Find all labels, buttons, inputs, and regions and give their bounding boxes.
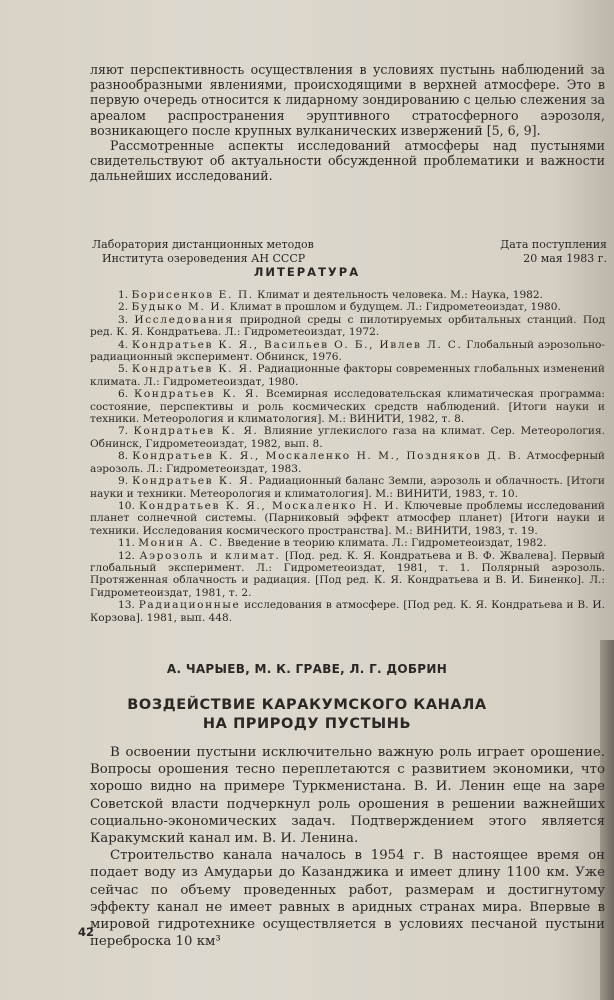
reference-item: 11. Монин А. С. Введение в теорию климата. Л.: Гидрометеоиздат, 1982. — [118, 537, 547, 550]
article-paragraph-2: Строительство канала началось в 1954 г. В настоящее время он подает воду из Амударьи до Казанджика и имеет длину 1100 км. Уже сейчас по объему проведенных работ, размерам и достигнутому эффекту канал не имеет равных в аридных странах мира. Впервые в мировой гидротехнике осуществляется в условиях песчаной пустыни переброска 10 км³ — [90, 848, 605, 950]
intro-paragraph-2: Рассмотренные аспекты исследований атмосферы над пустынями свидетельствуют об актуальности обсужденной проблематики и важности дальнейших исследований. — [90, 138, 605, 184]
article-body — [90, 744, 605, 950]
reference-item: 5. Кондратьев К. Я. Радиационные факторы современных глобальных изменений климата. Л.: Гидрометеоиздат, 1980. — [90, 363, 605, 388]
literature-heading: ЛИТЕРАТУРА — [253, 265, 361, 279]
reference-item: 3. Исследования природной среды с пилотируемых орбитальных станций. Под ред. К. Я. Кондратьева. Л.: Гидрометеоиздат, 1972. — [90, 313, 605, 339]
intro-paragraph-1: ляют перспективность осуществления в условиях пустынь наблюдений за разнообразными явлениями, происходящими в верхней атмосфере. Это в первую очередь относится к лидарному зондированию с целью слежения за ареалом распространения эруптивного стратосферного аэрозоля, возникающего после крупных вулканических извержений [5, 6, 9]. — [90, 62, 605, 138]
reference-item: 13. Радиационные исследования в атмосфере. [Под ред. К. Я. Кондратьева и В. И. Корзова]. 1981, вып. 448. — [90, 599, 605, 624]
article-title — [0, 696, 614, 734]
received-label: Дата поступления — [500, 238, 607, 251]
received-date: 20 мая 1983 г. — [523, 251, 607, 265]
reference-item: 10. Кондратьев К. Я., Москаленко Н. И. Ключевые проблемы исследований планет солнечной системы. (Парниковый эффект атмосфер планет) [Итоги науки и техники. Исследования космического пространства]. М.: ВИНИТИ, 1983, т. 19. — [90, 499, 605, 537]
intro-text — [90, 62, 605, 184]
affiliation-line-2: Института озероведения АН СССР — [102, 251, 306, 265]
article-title-line-1: ВОЗДЕЙСТВИЕ КАРАКУМСКОГО КАНАЛА — [127, 697, 487, 713]
reference-item: 9. Кондратьев К. Я. Радиационный баланс Земли, аэрозоль и облачность. [Итоги науки и техники. Метеорология и климатология]. М.: ВИНИТИ, 1983, т. 10. — [90, 475, 605, 500]
article-paragraph-1: В освоении пустыни исключительно важную роль играет орошение. Вопросы орошения тесно переплетаются с развитием экономики, что хорошо видно на примере Туркменистана. В. И. Ленин еще на заре Советской власти подчеркнул роль орошения в решении важнейших социально-экономических задач. Подтверждением этого является Каракумский канал им. В. И. Ленина. — [90, 745, 605, 847]
article-title-line-2: НА ПРИРОДУ ПУСТЫНЬ — [202, 716, 412, 732]
affiliation-line-1: Лаборатория дистанционных методов — [92, 238, 314, 251]
reference-item: 8. Кондратьев К. Я., Москаленко Н. М., Поздняков Д. В. Атмосферный аэрозоль. Л.: Гидрометеоиздат, 1983. — [90, 450, 605, 475]
reference-item: 4. Кондратьев К. Я., Васильев О. Б., Ивлев Л. С. Глобальный аэрозольно-радиационный эксперимент. Обнинск, 1976. — [90, 338, 605, 364]
reference-item: 12. Аэрозоль и климат. [Под. ред. К. Я. Кондратьева и В. Ф. Жвалева]. Первый глобальный эксперимент. Л.: Гидрометеоиздат, 1981, т. 1. Полярный аэрозоль. Протяженная облачность и радиация. [Под ред. К. Я. Кондратьева и В. И. Биненко]. Л.: Гидрометеоиздат, 1981, т. 2. — [90, 549, 605, 599]
page-number: 42 — [78, 925, 95, 939]
reference-item: 6. Кондратьев К. Я. Всемирная исследовательская климатическая программа: состояние, перспективы и роль космических средств наблюдений. [Итоги науки и техники. Метеорология и климатология]. М.: ВИНИТИ, 1982, т. 8. — [90, 388, 605, 426]
article-authors: А. ЧАРЫЕВ, М. К. ГРАВЕ, Л. Г. ДОБРИН — [166, 662, 448, 676]
reference-item: 2. Будыко М. И. Климат в прошлом и будущем. Л.: Гидрометеоиздат, 1980. — [118, 301, 561, 314]
reference-item: 1. Борисенков Е. П. Климат и деятельность человека. М.: Наука, 1982. — [118, 289, 544, 301]
reference-item: 7. Кондратьев К. Я. Влияние углекислого газа на климат. Сер. Метеорология. Обнинск, Гидрометеоиздат, 1982, вып. 8. — [90, 425, 606, 450]
reference-list — [90, 289, 605, 624]
